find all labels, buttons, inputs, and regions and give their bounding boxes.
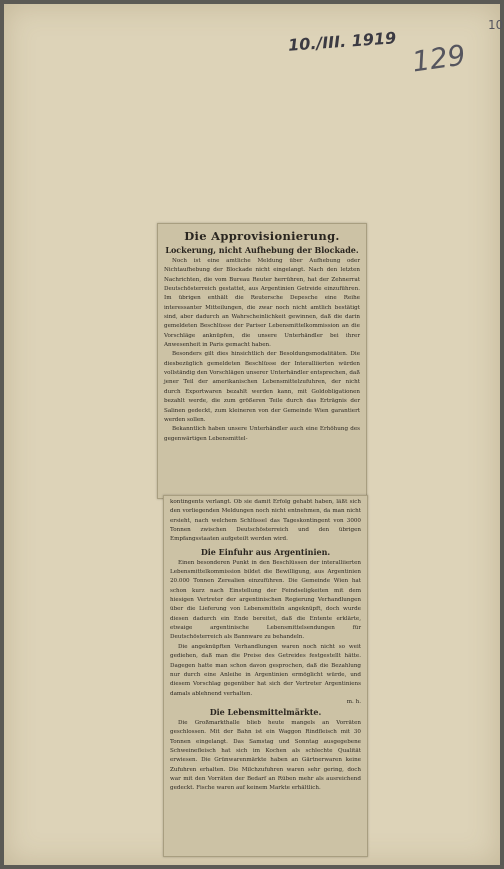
handwritten-corner-number: 10 [488,18,504,32]
article-subheadline: Lockerung, nicht Aufhebung der Blockade. [165,245,359,255]
article-paragraph: Noch ist eine amtliche Meldung über Aufhebung oder Nichtaufhebung der Blockade nicht eingelangt. Nach den letzten Nachrichten, die vom Bureau Reuter herrühren, hat der Zehnerrat Deutschösterreich gestattet, aus Argentinien Getreide einzuführen. Im übrigen enthält die Reutersche Depesche eine Reihe interessanter Mitteilungen, die zwar noch nicht amtlich bestätigt sind, aber dadurch an Wahrscheinlichkeit gewinnen, daß die darin gemeldeten Beschlüsse der Pariser Lebensmittelkommission an die Vorschläge anknüpfen, die unsere Unterhändler bei ihrer Anwesenheit in Paris gemacht haben. [164,258,360,349]
section-title-argentina: Die Einfuhr aus Argentinien. [200,546,331,557]
handwritten-number: 129 [409,38,468,79]
article-paragraph: Die angeknüpften Verhandlungen waren noch nicht so weit gediehen, daß man die Preise des Getreides festgestellt hätte. Dagegen hatte man schon davon gesprochen, daß die Bezahlung nur durch eine Anleihe in Argentinien ermöglicht würde, und diesem Vorschlag gegenüber hat sich der Vertreter Argentiniens damals ablehnend verhalten. [170,643,361,697]
archive-page [4,4,504,865]
newspaper-clipping-2 [163,495,368,857]
newspaper-clipping-1 [157,223,367,499]
article-paragraph: Bekanntlich haben unsere Unterhändler auch eine Erhöhung des gegenwärtigen Lebensmittel- [164,426,360,442]
author-signature: m. h. [346,698,361,705]
section-title-markets: Die Lebensmittelmärkte. [209,706,322,717]
article-paragraph: Die Großmarkthalle blieb heute mangels an Vorräten geschlossen. Mit der Bahn ist ein Waggon Rindfleisch mit 30 Tonnen eingelangt. Das Samstag und Sonntag ausgegebene Schweinefleisch hat sich im Kochen als schlechte Qualität erwiesen. Die Grünwarenmärkte haben an Gärtnerwaren keine Zufuhren erhalten. Die Milchzufuhren waren sehr gering, doch war mit den Vorräten der Bedarf an Rüben mehr als ausreichend gedeckt. Fische waren auf keinem Markte erhältlich. [170,719,361,792]
article-paragraph: kontingents verlangt. Ob sie damit Erfolg gehabt haben, läßt sich den vorliegenden Meldungen noch nicht entnehmen, da man nicht ersieht, nach welchem Schlüssel das Tageskontingent von 3000 Tonnen zwischen Deutschösterreich und den übrigen Empfangsstaaten aufgeteilt werden wird. [170,499,361,543]
article-headline: Die Approvisionierung. [184,229,340,243]
article-paragraph: Einen besonderen Punkt in den Beschlüssen der interalliierten Lebensmittelkommission bildet die Bewilligung, aus Argentinien 20.000 Tonnen Zerealien einzuführen. Die Gemeinde Wien hat schon kurz nach Einstellung der Feindseligkeiten mit dem hiesigen Vertreter der argentinischen Regierung Verhandlungen über die Lieferung von Lebensmitteln angeknüpft, doch wurde diesen dadurch ein Ende bereitet, daß die Entente erklärte, etwaige argentinische Lebensmittelsendungen für Deutschösterreich als Bannware zu behandeln. [170,559,361,641]
handwritten-date: 10./III. 1919 [287,28,397,55]
article-paragraph: Besonders gilt dies hinsichtlich der Besoldungsmodalitäten. Die diesbezüglich gemeldeten Beschlüsse der Interalliierten würden vollständig den Vorschlägen unserer Unterhändler entsprechen, daß jener Teil der amerikanischen Lebensmittelzufuhren, der nicht durch Exportwaren bezahlt werden kann, mit Goldobligationen bezahlt werde, die zum größeren Teile durch das Erträgnis der Salinen gedeckt, zum kleineren von der Gemeinde Wien garantiert werden sollen. [164,351,360,423]
